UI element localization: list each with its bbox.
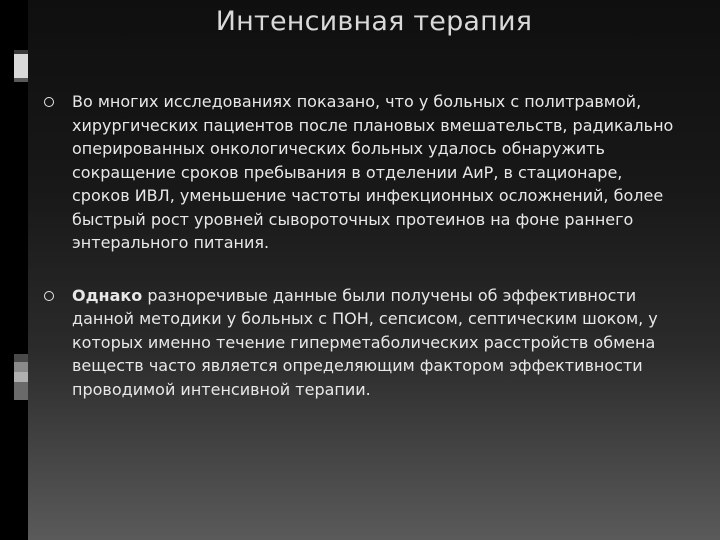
decor-bar [14,362,28,372]
bullet-list [44,90,684,401]
decor-bar [14,382,28,400]
bullet-circle-icon [44,97,54,107]
bullet-circle-icon [44,291,54,301]
slide-title: Интенсивная терапия [215,6,533,37]
decor-bars-bottom [14,354,28,400]
decor-bar [14,78,28,82]
bullet-text: Во многих исследованиях показано, что у больных с политравмой, хирургических пациентов после плановых вмешательств, радикально оперированных онкологических больных удалось обнаружить сокращение сроков пребывания в отделении АиР, в стационаре, сроков ИВЛ, уменьшение частоты инфекционных осложнений, более быстрый рост уровней сывороточных протеинов на фоне раннего энтерального питания. [72,92,674,252]
bullet-item [44,90,684,255]
decor-bar [14,54,28,78]
decor-bars-top [14,50,28,82]
decor-bar [14,372,28,382]
decor-bar [14,354,28,362]
bullet-lead: Однако [72,285,143,305]
bullet-text: разноречивые данные были получены об эффективности данной методики у больных с ПОН, сепсисом, септическим шоком, у которых именно течение гиперметаболических расстройств обмена веществ часто является определяющим фактором эффективности проводимой интенсивной терапии. [72,285,658,399]
bullet-item [44,284,684,402]
